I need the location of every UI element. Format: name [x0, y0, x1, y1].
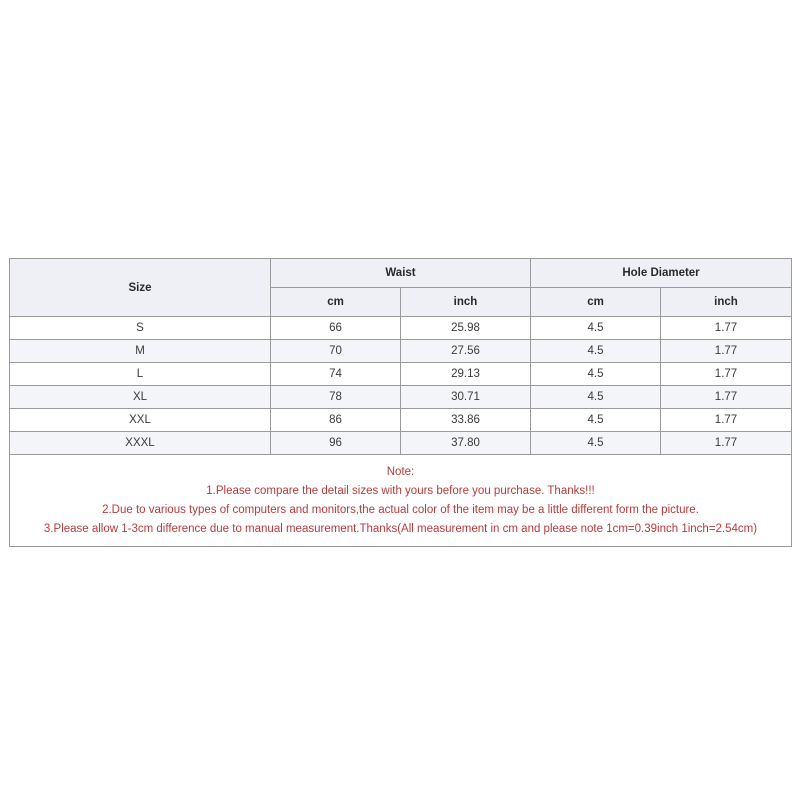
cell-hole-cm: 4.5 [531, 363, 661, 386]
cell-hole-inch: 1.77 [661, 432, 792, 455]
cell-size: XL [10, 386, 271, 409]
table-row [10, 432, 792, 455]
cell-waist-cm: 96 [271, 432, 401, 455]
cell-waist-inch: 25.98 [401, 317, 531, 340]
cell-hole-inch: 1.77 [661, 386, 792, 409]
notes-section [10, 455, 792, 547]
table-row [10, 409, 792, 432]
header-size: Size [10, 259, 271, 317]
table-row [10, 340, 792, 363]
header-waist-cm: cm [271, 288, 401, 317]
cell-hole-cm: 4.5 [531, 317, 661, 340]
size-table [9, 258, 792, 547]
cell-waist-inch: 33.86 [401, 409, 531, 432]
cell-waist-cm: 74 [271, 363, 401, 386]
cell-waist-inch: 30.71 [401, 386, 531, 409]
note-line-3: 3.Please allow 1-3cm difference due to manual measurement.Thanks(All measurement in cm and please note 1cm=0.39inch 1inch=2.54cm) [43, 522, 758, 535]
cell-hole-cm: 4.5 [531, 432, 661, 455]
header-hole-diameter: Hole Diameter [531, 259, 792, 288]
cell-hole-inch: 1.77 [661, 340, 792, 363]
cell-hole-cm: 4.5 [531, 409, 661, 432]
table-row [10, 363, 792, 386]
cell-hole-inch: 1.77 [661, 317, 792, 340]
note-line-2: 2.Due to various types of computers and monitors,the actual color of the item may be a little different form the picture. [102, 503, 699, 516]
header-hole-inch: inch [661, 288, 792, 317]
cell-waist-cm: 86 [271, 409, 401, 432]
note-title: Note: [386, 465, 415, 478]
cell-waist-inch: 27.56 [401, 340, 531, 363]
cell-size: S [10, 317, 271, 340]
cell-size: XXL [10, 409, 271, 432]
cell-waist-cm: 70 [271, 340, 401, 363]
cell-size: XXXL [10, 432, 271, 455]
cell-size: M [10, 340, 271, 363]
cell-size: L [10, 363, 271, 386]
cell-hole-inch: 1.77 [661, 409, 792, 432]
header-waist-inch: inch [401, 288, 531, 317]
cell-waist-inch: 29.13 [401, 363, 531, 386]
size-chart [9, 258, 791, 547]
table-row [10, 386, 792, 409]
cell-waist-cm: 78 [271, 386, 401, 409]
cell-hole-cm: 4.5 [531, 386, 661, 409]
table-row [10, 317, 792, 340]
cell-hole-cm: 4.5 [531, 340, 661, 363]
note-line-1: 1.Please compare the detail sizes with yours before you purchase. Thanks!!! [206, 484, 595, 497]
cell-hole-inch: 1.77 [661, 363, 792, 386]
cell-waist-cm: 66 [271, 317, 401, 340]
cell-waist-inch: 37.80 [401, 432, 531, 455]
header-waist: Waist [271, 259, 531, 288]
header-hole-cm: cm [531, 288, 661, 317]
